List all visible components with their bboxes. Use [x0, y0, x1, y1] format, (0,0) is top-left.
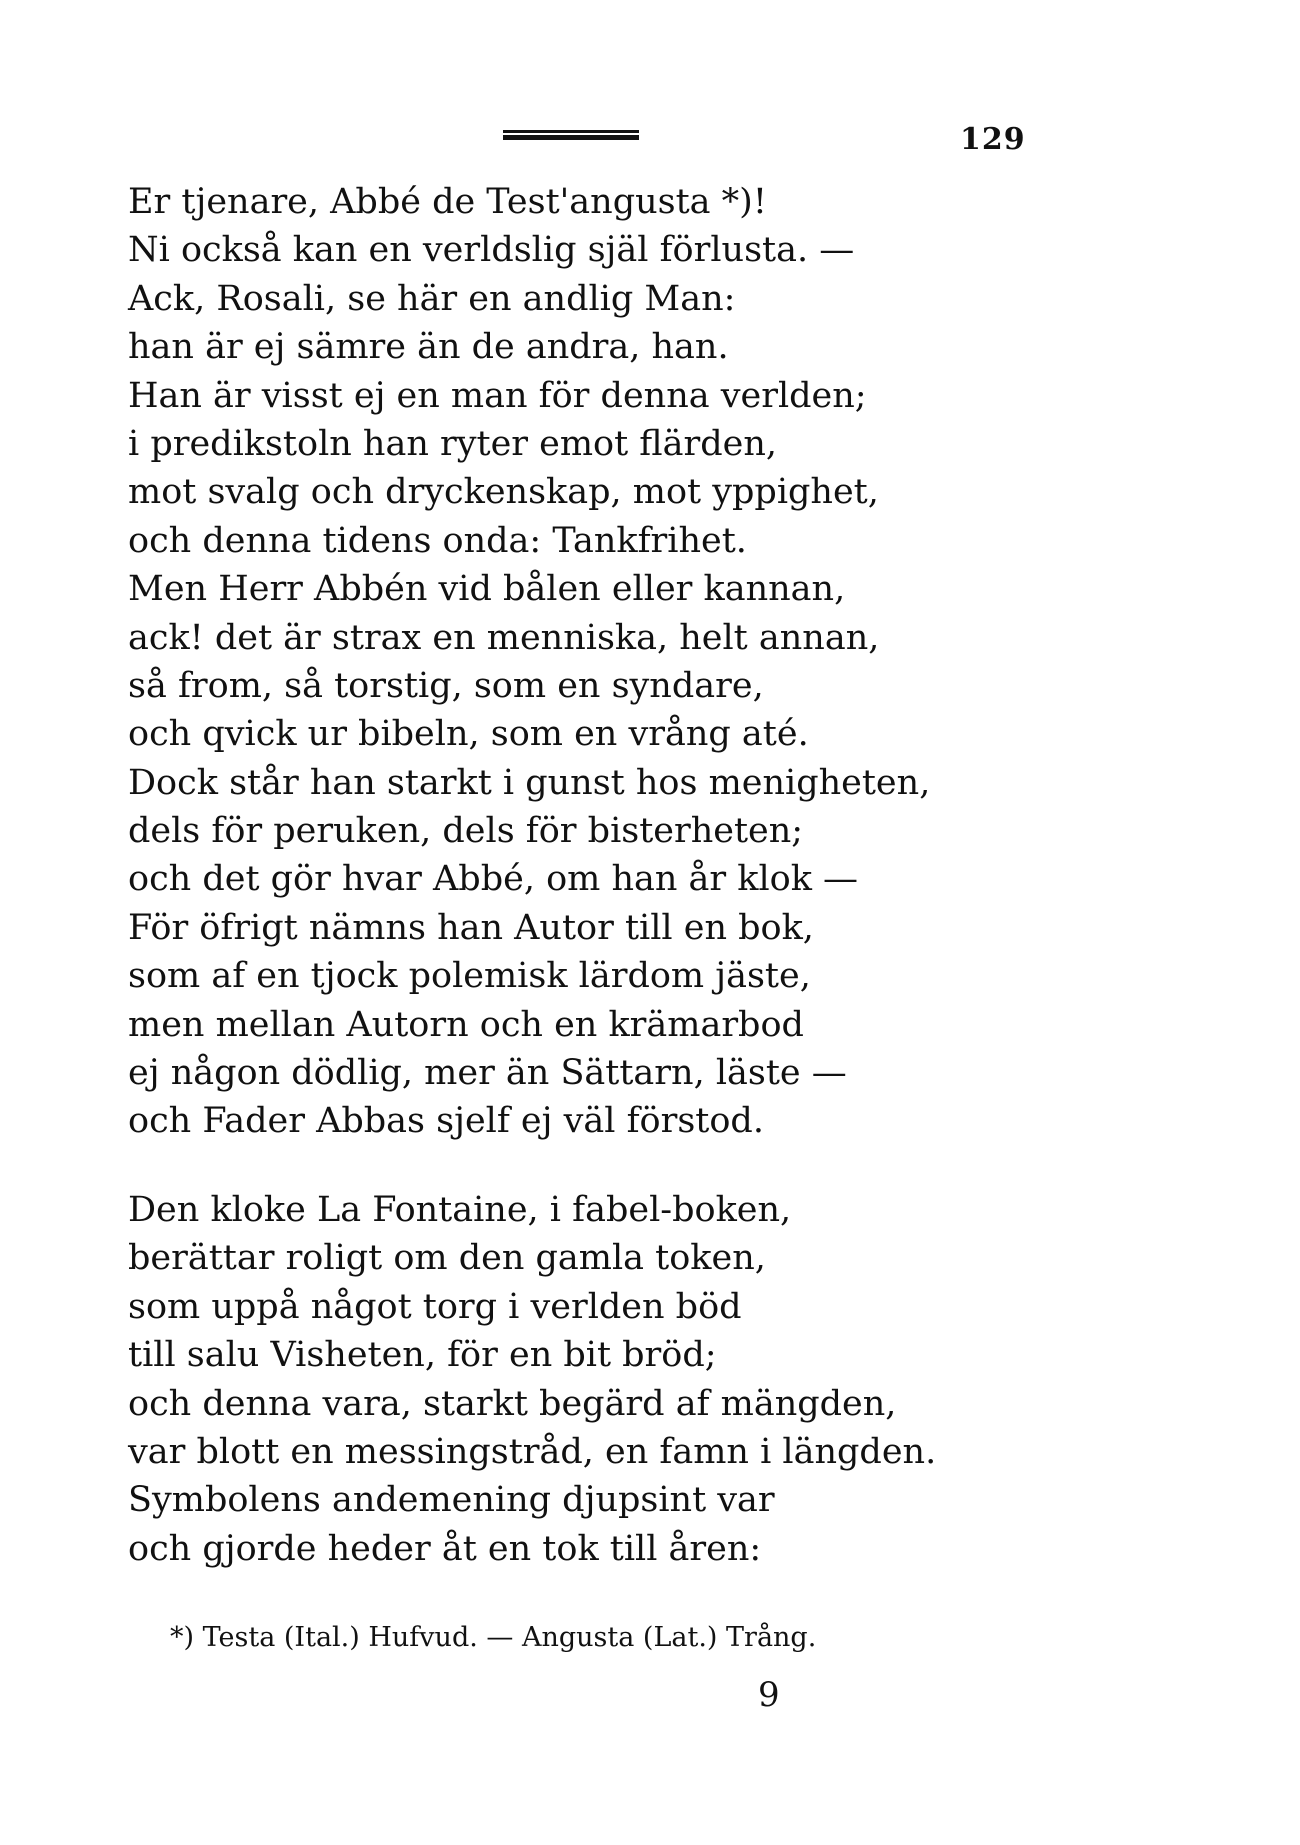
stanza-2: [128, 1186, 936, 1573]
verse-line: som uppå något torg i verlden böd: [128, 1286, 742, 1327]
verse-line: För öfrigt nämns han Autor till en bok,: [128, 907, 814, 948]
footnote: *) Testa (Ital.) Hufvud. — Angusta (Lat.) Trång.: [170, 1622, 817, 1653]
verse-line: och denna vara, starkt begärd af mängden,: [128, 1383, 897, 1424]
verse-line: till salu Visheten, för en bit bröd;: [128, 1335, 717, 1376]
verse-line: och denna tidens onda: Tankfrihet.: [128, 520, 747, 561]
verse-line: Dock står han starkt i gunst hos menigheten,: [128, 762, 931, 803]
verse-line: Men Herr Abbén vid bålen eller kannan,: [128, 569, 846, 610]
verse-line: och gjorde heder åt en tok till åren:: [128, 1528, 762, 1569]
verse-line: berättar roligt om den gamla token,: [128, 1238, 766, 1279]
verse-line: Er tjenare, Abbé de Test'angusta *)!: [128, 182, 767, 222]
verse-line: var blott en messingstråd, en famn i längden.: [128, 1431, 937, 1472]
verse-line: men mellan Autorn och en krämarbod: [128, 1004, 804, 1045]
verse-line: ej någon dödlig, mer än Sättarn, läste —: [128, 1053, 847, 1094]
verse-line: Han är visst ej en man för denna verlden;: [128, 375, 867, 416]
signature-mark: 9: [758, 1675, 780, 1715]
verse-line: Den kloke La Fontaine, i fabel-boken,: [128, 1190, 792, 1230]
verse-line: i predikstoln han ryter emot flärden,: [128, 423, 778, 464]
verse-line: mot svalg och dryckenskap, mot yppighet,: [128, 472, 879, 513]
verse-line: Ack, Rosali, se här en andlig Man:: [128, 278, 736, 319]
verse-line: och det gör hvar Abbé, om han år klok —: [128, 859, 859, 900]
header-rule: [503, 130, 639, 140]
verse-line: ack! det är strax en menniska, helt annan,: [128, 617, 880, 658]
verse-line: Symbolens andemening djupsint var: [128, 1480, 775, 1521]
verse-line: så from, så torstig, som en syndare,: [128, 665, 764, 706]
page-number: 129: [960, 122, 1026, 157]
verse-line: han är ej sämre än de andra, han.: [128, 327, 729, 368]
verse-line: och Fader Abbas sjelf ej väl förstod.: [128, 1101, 764, 1142]
verse-line: som af en tjock polemisk lärdom jäste,: [128, 956, 811, 997]
verse-line: dels för peruken, dels för bisterheten;: [128, 811, 804, 852]
verse-line: och qvick ur bibeln, som en vrång até.: [128, 714, 809, 755]
verse-line: Ni också kan en verldslig själ förlusta. —: [128, 230, 855, 271]
stanza-1: [128, 178, 930, 1146]
